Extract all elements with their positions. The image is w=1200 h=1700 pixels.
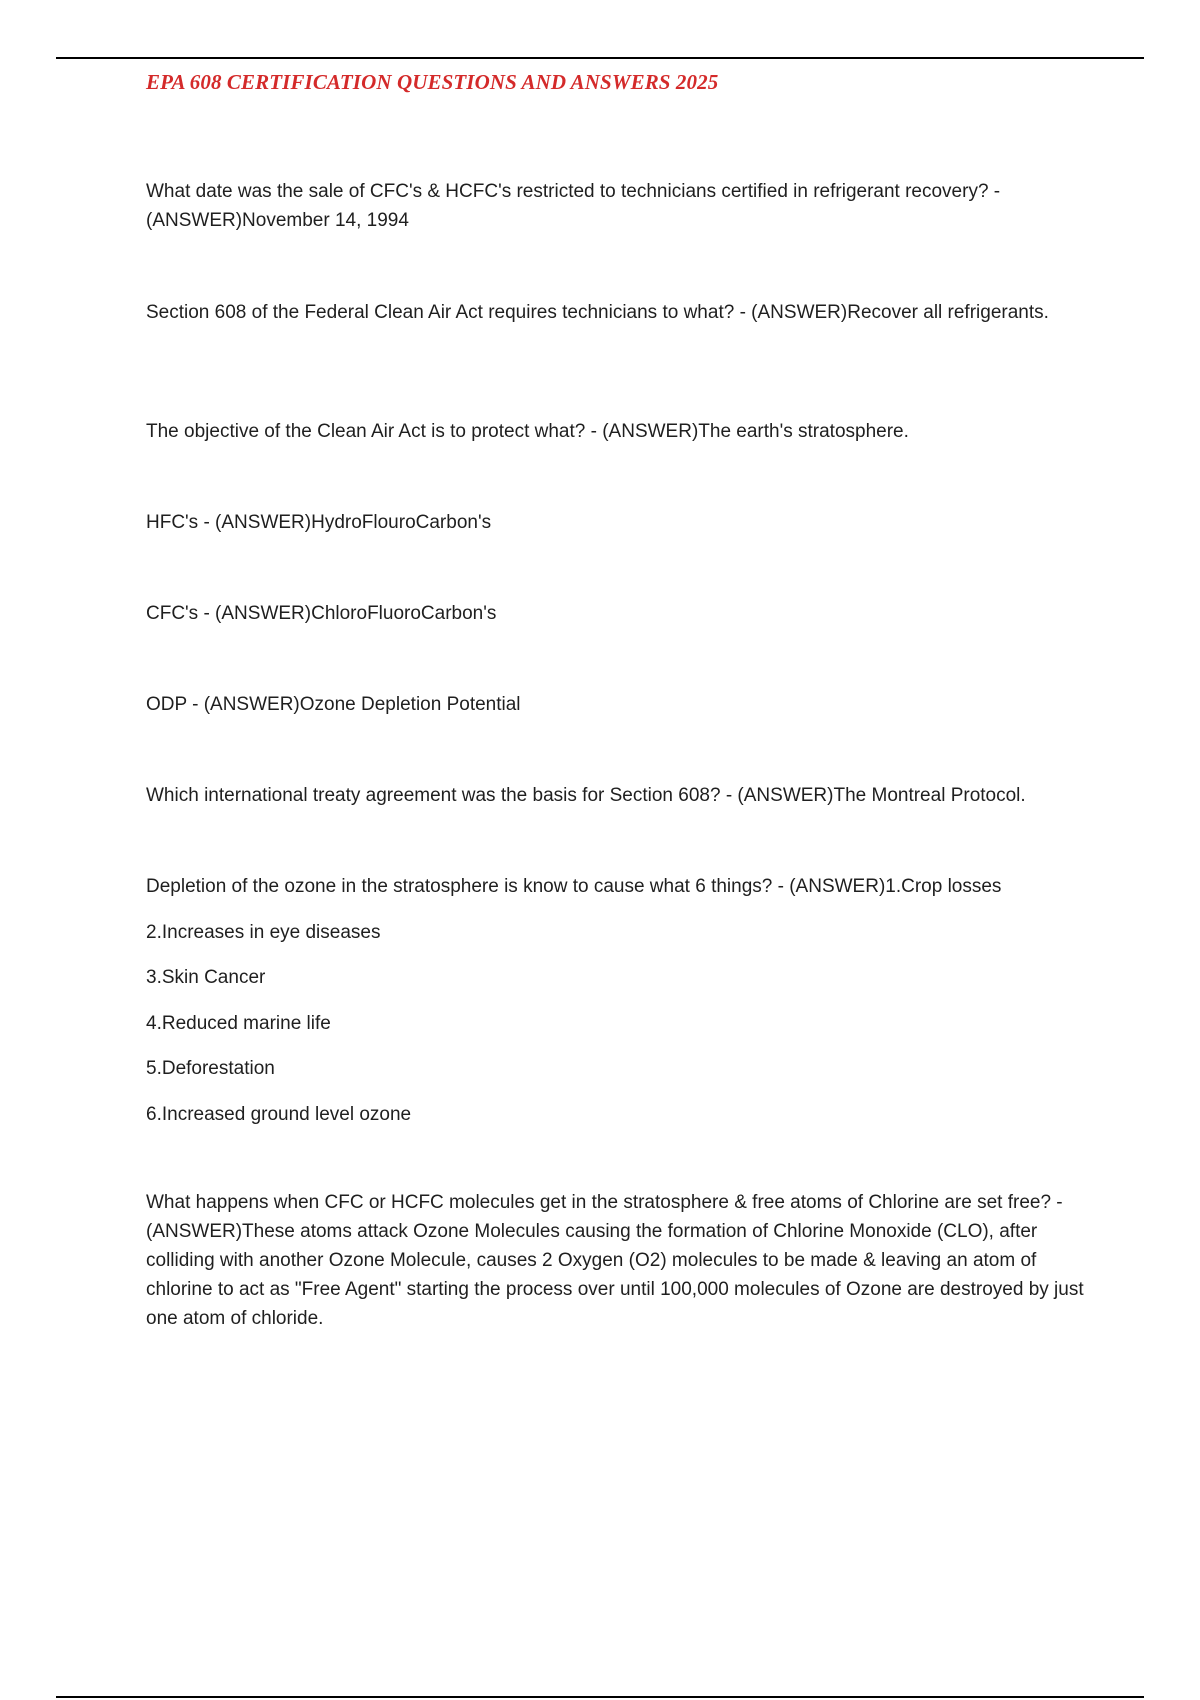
qa-item-odp-definition: ODP - (ANSWER)Ozone Depletion Potential bbox=[146, 694, 521, 715]
header-rule bbox=[56, 57, 1144, 59]
qa-item-clean-air-act-objective: The objective of the Clean Air Act is to protect what? - (ANSWER)The earth's stratosphere. bbox=[146, 421, 909, 442]
qa-item-sale-restriction-date: What date was the sale of CFC's & HCFC's restricted to technicians certified in refrigerant recovery? - (ANSWER)November 14, 1994 bbox=[146, 181, 1001, 231]
qa-item-cfc-definition: CFC's - (ANSWER)ChloroFluoroCarbon's bbox=[146, 603, 497, 624]
qa-item-montreal-protocol: Which international treaty agreement was the basis for Section 608? - (ANSWER)The Montreal Protocol. bbox=[146, 785, 1026, 806]
qa-item-hfc-definition: HFC's - (ANSWER)HydroFlouroCarbon's bbox=[146, 512, 492, 533]
qa-item-ozone-depletion-effects: Depletion of the ozone in the stratosphere is know to cause what 6 things? - (ANSWER)1.Crop losses bbox=[146, 876, 1002, 897]
list-item: 3.Skin Cancer bbox=[146, 967, 266, 988]
list-item: 5.Deforestation bbox=[146, 1058, 275, 1079]
qa-item-section-608-requirement: Section 608 of the Federal Clean Air Act requires technicians to what? - (ANSWER)Recover all refrigerants. bbox=[146, 302, 1049, 323]
footer-rule bbox=[56, 1696, 1144, 1698]
list-item: 6.Increased ground level ozone bbox=[146, 1104, 412, 1125]
qa-item-chlorine-ozone-process: What happens when CFC or HCFC molecules get in the stratosphere & free atoms of Chlorine are set free? - (ANSWER)These atoms attack Ozone Molecules causing the formation of Chlorine Monoxide (CLO), after colliding with another Ozone Molecule, causes 2 Oxygen (O2) molecules to be made & leaving an atom of chlorine to act as "Free Agent" starting the process over until 100,000 molecules of Ozone are destroyed by just one atom of chloride. bbox=[146, 1192, 1084, 1329]
list-item: 4.Reduced marine life bbox=[146, 1013, 331, 1034]
document-title: EPA 608 CERTIFICATION QUESTIONS AND ANSWERS 2025 bbox=[146, 70, 719, 94]
list-item: 2.Increases in eye diseases bbox=[146, 922, 381, 943]
